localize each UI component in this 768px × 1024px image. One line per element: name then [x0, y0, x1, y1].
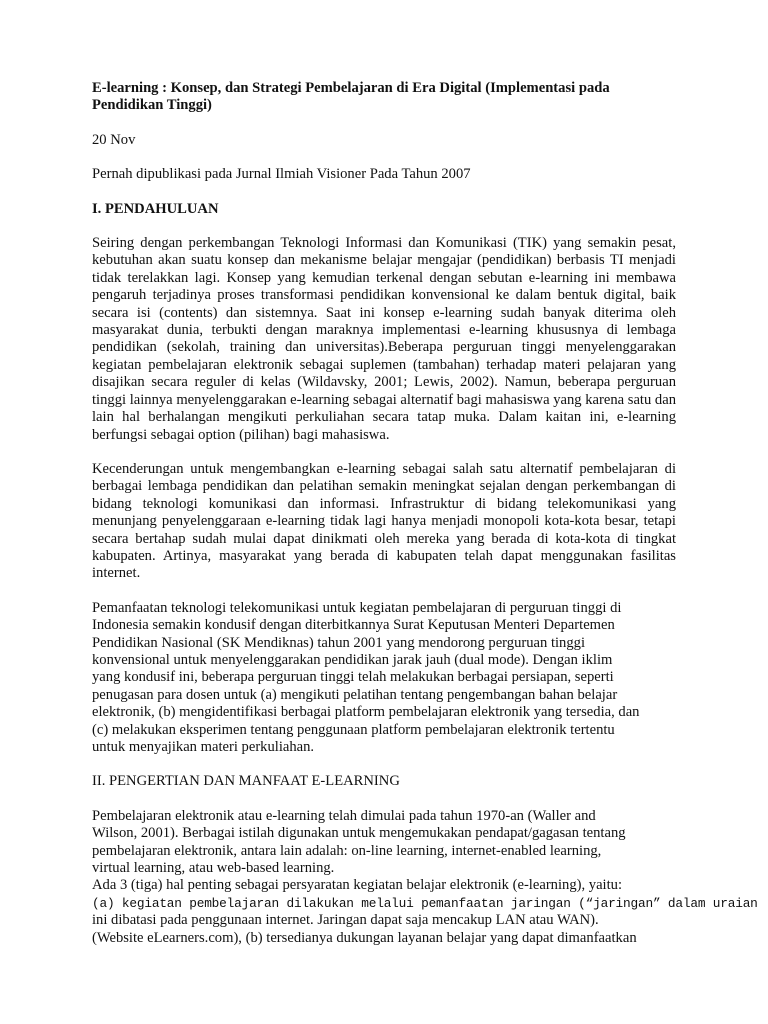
text-line: Pemanfaatan teknologi telekomunikasi untuk kegiatan pembelajaran di perguruan tinggi di	[92, 599, 622, 616]
document-date: 20 Nov	[92, 131, 136, 148]
section-heading-pengertian: II. PENGERTIAN DAN MANFAAT E-LEARNING	[92, 773, 400, 790]
text-line: Pembelajaran elektronik atau e-learning telah dimulai pada tahun 1970-an (Waller and	[92, 807, 596, 824]
text-line: pembelajaran elektronik, antara lain adalah: on-line learning, internet-enabled learning,	[92, 842, 602, 859]
text-line: Pendidikan Nasional (SK Mendiknas) tahun 2001 yang mendorong perguruan tinggi	[92, 634, 586, 651]
publication-note: Pernah dipublikasi pada Jurnal Ilmiah Visioner Pada Tahun 2007	[92, 166, 471, 183]
text-line: yang kondusif ini, beberapa perguruan tinggi telah melakukan berbagai persiapan, seperti	[92, 669, 614, 686]
section-heading-pendahuluan: I. PENDAHULUAN	[92, 200, 219, 217]
text-line: untuk menyajikan materi perkuliahan.	[92, 739, 315, 755]
text-line: (Website eLearners.com), (b) tersedianya dukungan layanan belajar yang dapat dimanfaatkan	[92, 929, 637, 946]
document-page	[92, 80, 758, 947]
text-line: elektronik, (b) mengidentifikasi berbagai platform pembelajaran elektronik yang tersedia, dan	[92, 704, 640, 721]
text-line: ini dibatasi pada penggunaan internet. Jaringan dapat saja mencakup LAN atau WAN).	[92, 912, 599, 929]
text-line: penugasan para dosen untuk (a) mengikuti pelatihan tentang pengembangan bahan belajar	[92, 686, 618, 703]
text-line: Indonesia semakin kondusif dengan diterbitkannya Surat Keputusan Menteri Departemen	[92, 617, 615, 634]
document-title: E-learning : Konsep, dan Strategi Pembelajaran di Era Digital (Implementasi pada Pendidikan Tinggi)	[92, 80, 610, 114]
text-line: Wilson, 2001). Berbagai istilah digunakan untuk mengemukakan pendapat/gagasan tentang	[92, 825, 626, 842]
text-line: Ada 3 (tiga) hal penting sebagai persyaratan kegiatan belajar elektronik (e-learning), yaitu:	[92, 877, 623, 894]
paragraph-pendahuluan-2: Kecenderungan untuk mengembangkan e-learning sebagai salah satu alternatif pembelajaran di berbagai lembaga pendidikan dan pelatihan semakin meningkat sejalan dengan perkembangan di bidang teknologi komunikasi dan informasi. Infrastruktur di bidang telekomunikasi yang menunjang penyelenggaraan e-learning tidak lagi hanya menjadi monopoli kota-kota besar, tetapi secara bertahap sudah mulai dapat dinikmati oleh mereka yang berada di kota-kota di tingkat kabupaten. Artinya, masyarakat yang berada di kabupaten telah dapat menggunakan fasilitas internet.	[92, 460, 676, 582]
paragraph-pendahuluan-1: Seiring dengan perkembangan Teknologi Informasi dan Komunikasi (TIK) yang semakin pesat, kebutuhan akan suatu konsep dan mekanisme belajar mengajar (pendidikan) berbasis TI menjadi tidak terelakkan lagi. Konsep yang kemudian terkenal dengan sebutan e-learning ini membawa pengaruh terjadinya proses transformasi pendidikan konvensional ke dalam bentuk digital, baik secara isi (contents) dan sistemnya. Saat ini konsep e-learning sudah banyak diterima oleh masyarakat dunia, terbukti dengan maraknya implementasi e-learning khususnya di lembaga pendidikan (sekolah, training dan universitas).Beberapa perguruan tinggi menyelenggarakan kegiatan pembelajaran elektronik sebagai suplemen (tambahan) terhadap materi pelajaran yang disajikan secara reguler di kelas (Wildavsky, 2001; Lewis, 2002). Namun, beberapa perguruan tinggi lainnya menyelenggarakan e-learning sebagai alternatif bagi mahasiswa yang karena satu dan lain hal berhalangan mengikuti perkuliahan secara tatap muka. Dalam kaitan ini, e-learning berfungsi sebagai option (pilihan) bagi mahasiswa.	[92, 235, 676, 443]
paragraph-pendahuluan-3	[92, 600, 676, 757]
text-line-monospace: (a) kegiatan pembelajaran dilakukan melalui pemanfaatan jaringan (“jaringan” dalam uraian	[92, 895, 758, 911]
paragraph-pengertian-1	[92, 807, 758, 947]
text-line: konvensional untuk menyelenggarakan pendidikan jarak jauh (dual mode). Dengan iklim	[92, 651, 613, 668]
text-line: virtual learning, atau web-based learning.	[92, 860, 335, 877]
text-line: (c) melakukan eksperimen tentang penggunaan platform pembelajaran elektronik tertentu	[92, 721, 615, 738]
